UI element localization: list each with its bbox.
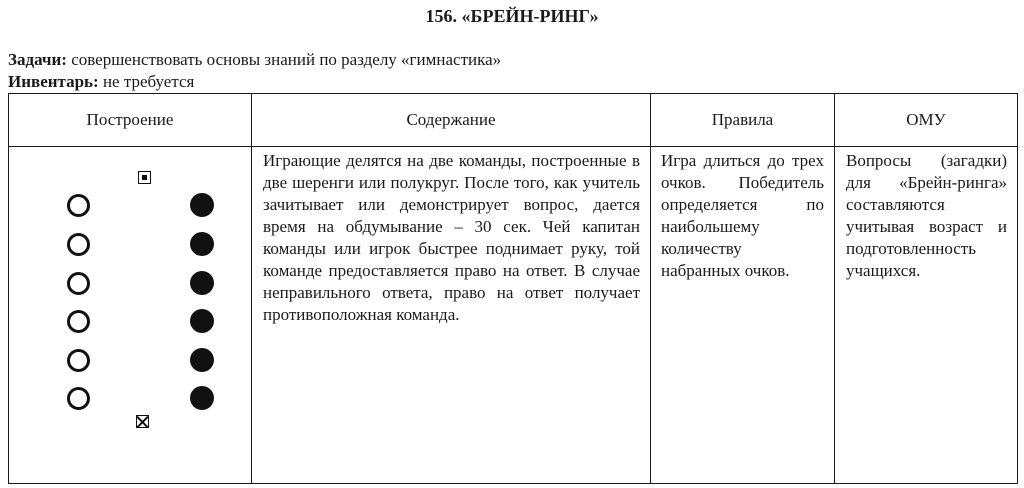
rules-text: Игра длиться до трех очков. Победитель определяется по наибольшему количеству набранных очков. [661,151,824,280]
player-team-b-icon [190,193,214,217]
tasks-text: совершенствовать основы знаний по разделу «гимнастика» [66,50,502,69]
tasks-label: Задачи: [8,50,67,69]
inventory-line [8,72,194,91]
rules-cell [651,147,835,484]
header-omu: ОМУ [835,94,1018,147]
player-team-b-icon [190,386,214,410]
player-team-a-icon [67,233,90,256]
page-title: 156. «БРЕЙН-РИНГ» [425,6,599,26]
game-table [8,93,1018,484]
header-content: Содержание [252,94,651,147]
omu-cell [835,147,1018,484]
player-team-b-icon [190,348,214,372]
player-team-b-icon [190,271,214,295]
player-team-b-icon [190,232,214,256]
content-text: Играющие делятся на две команды, построенные в две шеренги или полукруг. После того, как учитель зачитывает или демонстрирует вопрос, дается время на обдумывание – 30 сек. Чей капитан команды или игрок быстрее поднимает руку, той команде предоставляется право на ответ. В случае неправильного ответа, право на ответ получает противоположная команда. [263,151,640,324]
content-cell [252,147,651,484]
inventory-text: не требуется [98,72,195,91]
teacher-icon [138,171,151,184]
judge-icon [136,415,149,428]
player-team-a-icon [67,387,90,410]
player-team-a-icon [67,349,90,372]
player-team-b-icon [190,309,214,333]
player-team-a-icon [67,194,90,217]
header-rules: Правила [651,94,835,147]
table-row [9,147,1018,484]
player-team-a-icon [67,272,90,295]
table-header-row [9,94,1018,147]
omu-text: Вопросы (загадки) для «Брейн-ринга» составляются учитывая возраст и подготовленность учащихся. [846,151,1007,280]
tasks-line [8,50,501,69]
formation-diagram [9,147,251,483]
inventory-label: Инвентарь: [8,72,99,91]
formation-cell [9,147,252,484]
header-formation: Построение [9,94,252,147]
player-team-a-icon [67,310,90,333]
